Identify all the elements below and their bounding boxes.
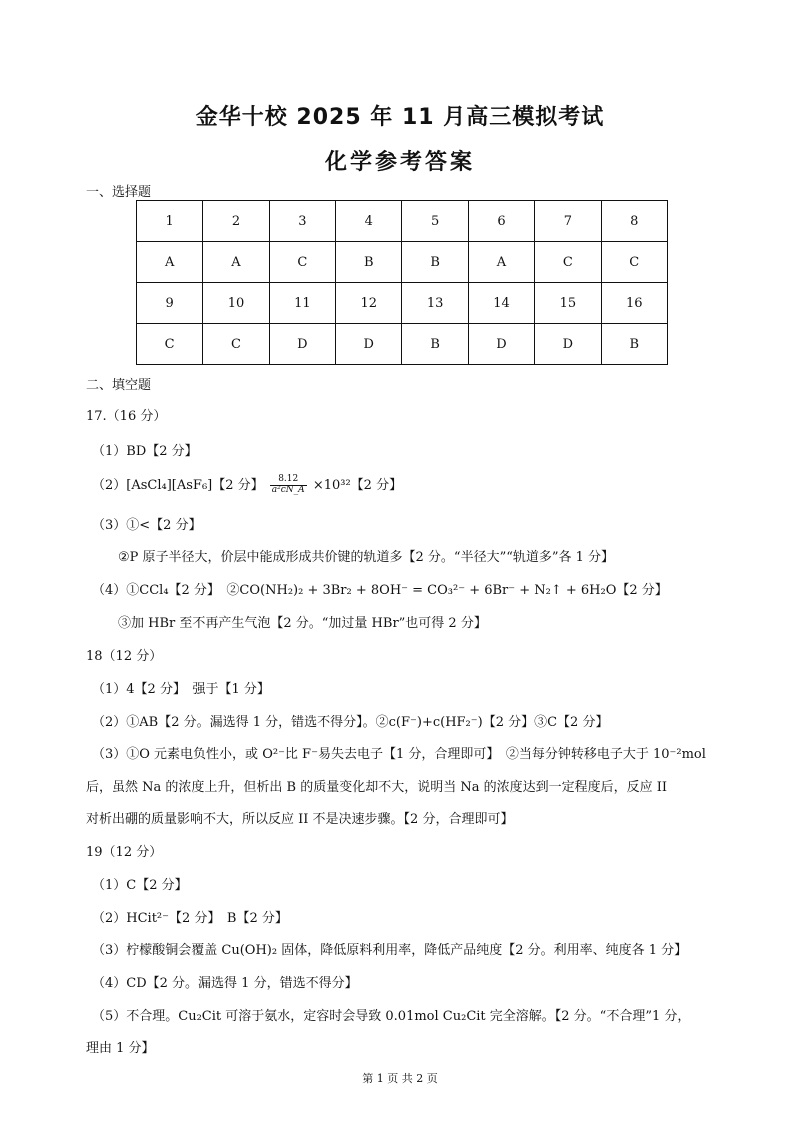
section-heading-fill: 二、填空题 [86, 378, 152, 393]
answer-table-cell: 3 [269, 201, 335, 242]
answer-table-cell: C [137, 324, 203, 365]
answer-table-row [137, 324, 668, 365]
answer-table-cell: D [269, 324, 335, 365]
answer-table-cell: 14 [468, 283, 534, 324]
question-17-heading: 17.（16 分） [86, 409, 167, 424]
answer-table-cell: C [269, 242, 335, 283]
q19-part-5-line-2: 理由 1 分】 [86, 1041, 155, 1056]
answer-table-cell: 4 [336, 201, 402, 242]
answer-table-cell: 2 [203, 201, 269, 242]
answer-table-cell: 16 [601, 283, 667, 324]
q19-part-4: （4）CD【2 分。漏选得 1 分，错选不得分】 [92, 976, 358, 991]
answer-table-cell: D [468, 324, 534, 365]
density-fraction [270, 475, 307, 496]
answer-table-cell: 5 [402, 201, 468, 242]
answer-table-cell: 9 [137, 283, 203, 324]
answer-table-cell: C [203, 324, 269, 365]
answer-table [136, 200, 668, 365]
answer-table-row [137, 242, 668, 283]
answer-table-cell: 11 [269, 283, 335, 324]
answer-table-row [137, 283, 668, 324]
q17-part-4: （4）①CCl₄【2 分】 ②CO(NH₂)₂ + 3Br₂ + 8OH⁻ = CO₃²⁻ + 6Br⁻ + N₂↑ + 6H₂O【2 分】 [92, 583, 668, 598]
answer-table-cell: D [535, 324, 601, 365]
answer-table-cell: 8 [601, 201, 667, 242]
answer-table-cell: B [601, 324, 667, 365]
page-number: 第 1 页 共 2 页 [362, 1072, 438, 1085]
answer-table-cell: A [203, 242, 269, 283]
answer-table-cell: 12 [336, 283, 402, 324]
answer-table-cell: A [468, 242, 534, 283]
answer-table-cell: A [137, 242, 203, 283]
document-subtitle: 化学参考答案 [324, 150, 475, 175]
answer-table-cell: 6 [468, 201, 534, 242]
q17-part-1: （1）BD【2 分】 [92, 444, 198, 459]
fraction-numerator: 8.12 [270, 475, 307, 486]
question-19-heading: 19（12 分） [86, 845, 163, 860]
q19-part-2: （2）HCit²⁻【2 分】 B【2 分】 [92, 911, 288, 926]
answer-table-cell: B [402, 324, 468, 365]
q17-part-3: （3）①<【2 分】 [92, 518, 202, 533]
answer-table-cell: D [336, 324, 402, 365]
q19-part-5-line-1: （5）不合理。Cu₂Cit 可溶于氨水，定容时会导致 0.01mol Cu₂Cit 完全溶解。【2 分。“不合理”1 分， [92, 1009, 691, 1024]
fraction-denominator: a²cN_A [271, 485, 305, 495]
section-heading-choice: 一、选择题 [86, 185, 152, 200]
answer-table-cell: C [535, 242, 601, 283]
q18-part-3-line-2: 后，虽然 Na 的浓度上升，但析出 B 的质量变化却不大，说明当 Na 的浓度达到一定程度后，反应 II [86, 780, 668, 795]
q19-part-1: （1）C【2 分】 [92, 878, 188, 893]
answer-table-cell: 7 [535, 201, 601, 242]
q17-part-2 [92, 474, 402, 496]
answer-table-cell: 10 [203, 283, 269, 324]
q17-part-3-explanation: ②P 原子半径大，价层中能成形成共价键的轨道多【2 分。“半径大”“轨道多”各 1 分】 [118, 550, 615, 565]
q18-part-2: （2）①AB【2 分。漏选得 1 分，错选不得分】。②c(F⁻)+c(HF₂⁻)【2 分】③C【2 分】 [92, 715, 609, 730]
q18-part-1: （1）4【2 分】 强于【1 分】 [92, 682, 270, 697]
q19-part-3: （3）柠檬酸铜会覆盖 Cu(OH)₂ 固体，降低原料利用率，降低产品纯度【2 分。利用率、纯度各 1 分】 [92, 943, 688, 958]
q18-part-3-line-3: 对析出硼的质量影响不大，所以反应 II 不是决速步骤。【2 分，合理即可】 [86, 812, 514, 827]
answer-table-cell: B [336, 242, 402, 283]
document-title: 金华十校 2025 年 11 月高三模拟考试 [195, 105, 605, 130]
q17-part-2-tail: ×10³²【2 分】 [312, 478, 403, 493]
q17-part-2-formula: （2）[AsCl₄][AsF₆]【2 分】 [92, 478, 264, 493]
answer-table-cell: 13 [402, 283, 468, 324]
answer-table-row [137, 201, 668, 242]
answer-table-cell: 15 [535, 283, 601, 324]
question-18-heading: 18（12 分） [86, 649, 163, 664]
q17-part-4-explanation: ③加 HBr 至不再产生气泡【2 分。“加过量 HBr”也可得 2 分】 [118, 616, 487, 631]
answer-table-cell: C [601, 242, 667, 283]
q18-part-3-line-1: （3）①O 元素电负性小，或 O²⁻比 F⁻易失去电子【1 分，合理即可】 ②当每分钟转移电子大于 10⁻²mol [92, 747, 706, 762]
answer-table-cell: 1 [137, 201, 203, 242]
answer-table-cell: B [402, 242, 468, 283]
